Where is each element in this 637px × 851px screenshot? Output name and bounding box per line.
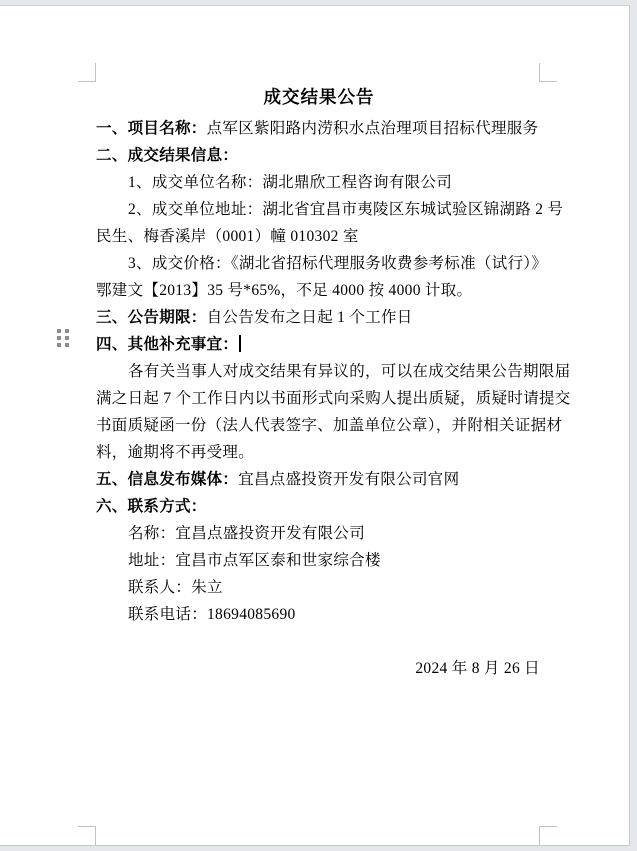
- line-text: 宜昌点盛投资开发有限公司官网: [238, 471, 460, 488]
- line-publish-media[interactable]: [96, 466, 542, 493]
- line-text: 1、成交单位名称：湖北鼎欣工程咨询有限公司: [128, 174, 453, 191]
- line-project-name[interactable]: [96, 115, 542, 142]
- line-price-1[interactable]: [96, 250, 548, 277]
- line-result-info-heading[interactable]: [96, 142, 542, 169]
- line-winner-address-2[interactable]: [96, 223, 542, 250]
- line-text: 地址：宜昌市点军区泰和世家综合楼: [128, 552, 381, 569]
- margin-crop-mark-top-right: [539, 63, 557, 82]
- text-cursor: [239, 335, 241, 352]
- line-contact-person[interactable]: [96, 574, 542, 601]
- line-contact-address[interactable]: [96, 547, 542, 574]
- line-objection-2[interactable]: [96, 385, 571, 412]
- line-text: 3、成交价格：《湖北省招标代理服务收费参考标准（试行）》: [128, 255, 548, 272]
- line-price-2[interactable]: [96, 277, 542, 304]
- section-heading: 六、联系方式：: [96, 498, 207, 515]
- line-objection-3[interactable]: [96, 412, 563, 439]
- margin-crop-mark-bottom-right: [539, 826, 557, 845]
- line-text: 2、成交单位地址：湖北省宜昌市夷陵区东城试验区锦湖路 2 号: [128, 201, 564, 218]
- section-heading: 五、信息发布媒体：: [96, 471, 239, 488]
- date-line[interactable]: 2024 年 8 月 26 日: [415, 660, 540, 677]
- section-heading: 二、成交结果信息：: [96, 147, 239, 164]
- line-contact-name[interactable]: [96, 520, 542, 547]
- line-contact-phone[interactable]: [96, 601, 542, 628]
- line-objection-4[interactable]: [96, 439, 542, 466]
- line-text: 书面质疑函一份（法人代表签字、加盖单位公章），并附相关证据材: [96, 417, 563, 434]
- line-text: 点军区紫阳路内涝积水点治理项目招标代理服务: [206, 120, 539, 137]
- line-winner-name[interactable]: [96, 169, 542, 196]
- line-contact-heading[interactable]: [96, 493, 542, 520]
- paragraph-drag-handle-icon[interactable]: [57, 329, 69, 347]
- document-page: [0, 5, 630, 846]
- line-text: 鄂建文【2013】35 号*65%，不足 4000 按 4000 计取。: [96, 282, 473, 299]
- line-text: 满之日起 7 个工作日内以书面形式向采购人提出质疑，质疑时请提交: [96, 390, 571, 407]
- line-text: 名称：宜昌点盛投资开发有限公司: [128, 525, 366, 542]
- line-winner-address-1[interactable]: [96, 196, 564, 223]
- line-announcement-period[interactable]: [96, 304, 542, 331]
- section-heading: 四、其他补充事宜：: [96, 336, 239, 353]
- section-heading: 三、公告期限：: [96, 309, 207, 326]
- line-text: 联系电话：18694085690: [128, 606, 296, 623]
- line-objection-1[interactable]: [96, 358, 571, 385]
- line-other-matters-heading[interactable]: [96, 331, 542, 358]
- line-text: 自公告发布之日起 1 个工作日: [206, 309, 413, 326]
- document-body: [96, 85, 571, 682]
- line-text: 各有关当事人对成交结果有异议的，可以在成交结果公告期限届: [128, 363, 571, 380]
- line-text: 民生、梅香溪岸（0001）幢 010302 室: [96, 228, 359, 245]
- margin-crop-mark-bottom-left: [78, 826, 96, 845]
- document-title[interactable]: 成交结果公告: [263, 87, 375, 107]
- margin-crop-mark-top-left: [78, 63, 96, 82]
- line-text: 联系人：朱立: [128, 579, 223, 596]
- line-text: 料，逾期将不再受理。: [96, 444, 255, 461]
- section-heading: 一、项目名称：: [96, 120, 207, 137]
